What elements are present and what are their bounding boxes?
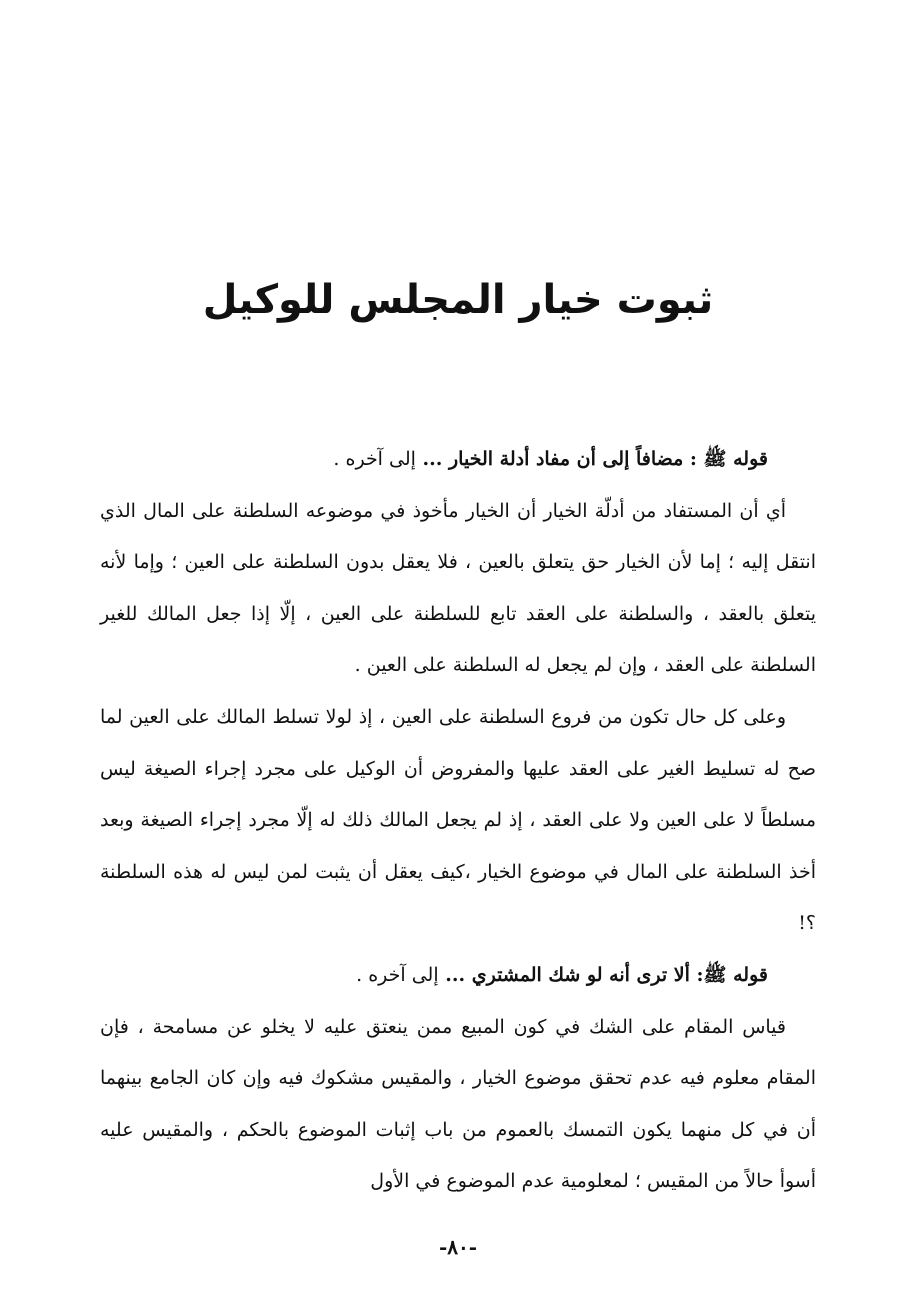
paragraph-2: وعلى كل حال تكون من فروع السلطنة على العين ، إذ لولا تسلط المالك على العين لما صح له تسليط الغير على العقد عليها والمفروض أن الوكيل على مجرد إجراء الصيغة ليس مسلطاً لا على العين ولا على العقد ، إذ لم يجعل المالك ذلك له إلّا مجرد إجراء الصيغة وبعد أخذ السلطنة على المال في موضوع الخيار ،كيف يعقل أن يثبت لمن ليس له هذه السلطنة ؟!	[100, 705, 816, 935]
quote-heading-2	[100, 950, 816, 1002]
document-body	[100, 434, 816, 1208]
page-number: -٨٠-	[438, 1235, 478, 1259]
quote-heading-1-lead: قوله ﷺ : مضافاً إلى أن مفاد أدلة الخيار ...	[415, 448, 768, 470]
paragraph-3: قياس المقام على الشك في كون المبيع ممن ينعتق عليه لا يخلو عن مسامحة ، فإن المقام معلوم فيه عدم تحقق موضوع الخيار ، والمقيس مشكوك فيه وإن كان الجامع بينهما أن في كل منهما يكون التمسك بالعموم من باب إثبات الموضوع بالحكم ، والمقيس عليه أسوأ حالاً من المقيس ؛ لمعلومية عدم الموضوع في الأول	[100, 1015, 816, 1193]
page-title: ثبوت خيار المجلس للوكيل	[202, 277, 714, 323]
quote-heading-2-tail: إلى آخره .	[356, 963, 439, 986]
quote-heading-1	[100, 434, 816, 486]
quote-heading-2-lead: قوله ﷺ: ألا ترى أنه لو شك المشتري ...	[438, 963, 768, 986]
paragraph-1: أي أن المستفاد من أدلّة الخيار أن الخيار مأخوذ في موضوعه السلطنة على المال الذي انتقل إليه ؛ إما لأن الخيار حق يتعلق بالعين ، فلا يعقل بدون السلطنة على العين ؛ وإما لأنه يتعلق بالعقد ، والسلطنة على العقد تابع للسلطنة على العين ، إلّا إذا جعل المالك للغير السلطنة على العقد ، وإن لم يجعل له السلطنة على العين .	[100, 499, 816, 677]
quote-heading-1-tail: إلى آخره .	[333, 448, 416, 470]
